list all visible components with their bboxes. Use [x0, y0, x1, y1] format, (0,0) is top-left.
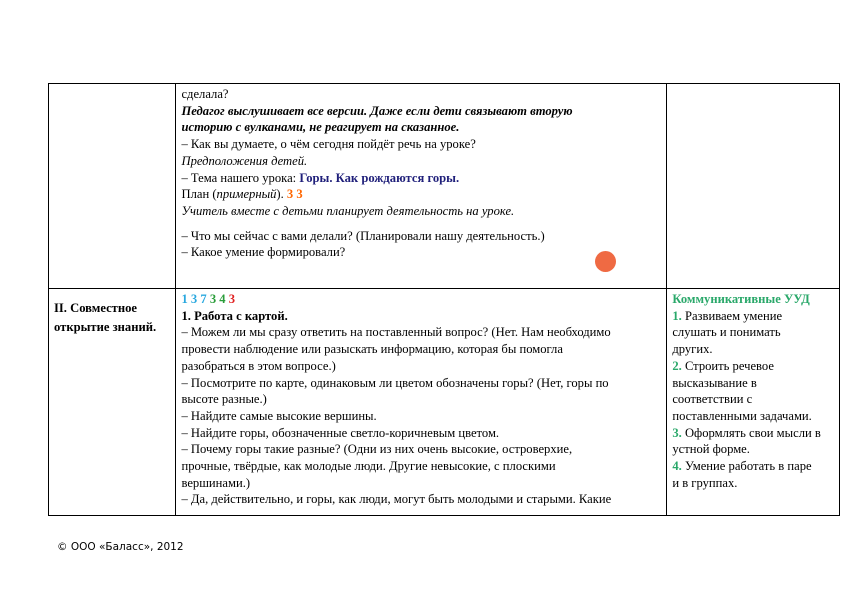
uud-item-line	[672, 475, 835, 492]
uud-item-text: и в группах.	[672, 475, 738, 490]
content-line: – Почему горы такие разные? (Одни из них очень высокие, островерхие,	[181, 442, 573, 457]
content-line: – Как вы думаете, о чём сегодня пойдёт речь на уроке?	[181, 137, 476, 152]
table-row	[49, 84, 840, 289]
uud-item-number: 1.	[672, 308, 682, 323]
spacer	[181, 220, 662, 228]
uud-item-text: соответствии с	[672, 392, 753, 407]
task-title: 1. Работа с картой.	[181, 308, 288, 323]
copyright-footer: © ООО «Баласс», 2012	[57, 541, 184, 553]
content-line: высоте разные.)	[181, 392, 267, 407]
content-lines	[181, 86, 662, 170]
uud-item-text: поставленными задачами.	[672, 408, 812, 423]
plan-word: примерный	[216, 187, 277, 202]
uud-item-number: 2.	[672, 358, 682, 373]
content-line: провести наблюдение или разыскать информацию, которая бы помогла	[181, 342, 563, 357]
number-codes	[181, 291, 662, 308]
uud-cell	[667, 84, 840, 289]
uud-item-text: других.	[672, 342, 713, 357]
uud-item-line	[672, 375, 835, 392]
content-line: – Найдите самые высокие вершины.	[181, 408, 377, 423]
theme-line	[181, 170, 662, 187]
section-title-line: II. Совместное	[54, 301, 138, 315]
plan-suffix: ).	[276, 187, 287, 202]
content-clip	[181, 291, 662, 511]
content-line: вершинами.)	[181, 475, 251, 490]
stage-cell	[49, 289, 176, 516]
theme-prefix: – Тема нашего урока:	[181, 170, 300, 185]
uud-item-text: Оформлять свои мысли в	[684, 425, 821, 440]
uud-item-text: Развиваем умение	[684, 308, 783, 323]
lesson-table	[48, 83, 840, 516]
uud-item-line	[672, 341, 835, 358]
stage-cell	[49, 84, 176, 289]
content-line: – Посмотрите по карте, одинаковым ли цветом обозначены горы? (Нет, горы по	[181, 375, 609, 390]
uud-item-text: слушать и понимать	[672, 325, 781, 340]
content-lines	[181, 324, 662, 508]
uud-item-line	[672, 358, 835, 375]
uud-item-line	[672, 408, 835, 425]
content-line: прочные, твёрдые, как молодые люди. Другие невысокие, с плоскими	[181, 459, 556, 474]
theme-title: Горы. Как рождаются горы.	[299, 170, 460, 185]
uud-cell	[667, 289, 840, 516]
section-title-line: открытие знаний.	[54, 320, 157, 334]
uud-item-number: 4.	[672, 459, 682, 474]
content-line: – Можем ли мы сразу ответить на поставленный вопрос? (Нет. Нам необходимо	[181, 325, 611, 340]
number-code: 3 4	[209, 292, 226, 306]
uud-item-line	[672, 324, 835, 341]
uud-list	[672, 308, 835, 492]
number-code: 1 3 7	[181, 292, 207, 306]
uud-item-text: Умение работать в паре	[684, 459, 812, 474]
content-line: – Да, действительно, и горы, как люди, могут быть молодыми и старыми. Какие	[181, 492, 612, 507]
question-line: – Что мы сейчас с вами делали? (Планировали нашу деятельность.)	[181, 228, 545, 243]
uud-item-line	[672, 441, 835, 458]
teacher-note: Учитель вместе с детьми планирует деятельность на уроке.	[181, 203, 515, 218]
uud-item-text: Строить речевое	[684, 358, 774, 373]
plan-prefix: План (	[181, 187, 217, 202]
question-line: – Какое умение формировали?	[181, 245, 346, 260]
content-cell	[176, 289, 667, 516]
uud-item-number: 3.	[672, 425, 682, 440]
uud-item-line	[672, 308, 835, 325]
content-line: сделала?	[181, 87, 229, 101]
uud-item-text: устной форме.	[672, 442, 750, 457]
plan-numbers: 3 3	[286, 187, 303, 202]
content-line: Предположения детей.	[181, 153, 308, 168]
content-cell	[176, 84, 667, 289]
content-line: – Найдите горы, обозначенные светло-коричневым цветом.	[181, 425, 500, 440]
content-line: историю с вулканами, не реагирует на сказанное.	[181, 120, 460, 135]
uud-item-text: высказывание в	[672, 375, 757, 390]
number-code: 3	[228, 292, 236, 306]
uud-item-line	[672, 425, 835, 442]
uud-item-line	[672, 391, 835, 408]
content-line: разобраться в этом вопросе.)	[181, 358, 336, 373]
uud-item-line	[672, 458, 835, 475]
section-title	[54, 291, 171, 337]
orange-circle-marker	[595, 251, 616, 272]
table-row	[49, 289, 840, 516]
plan-line	[181, 186, 662, 203]
content-line: Педагог выслушивает все версии. Даже если дети связывают вторую	[181, 103, 573, 118]
uud-title: Коммуникативные УУД	[672, 292, 810, 306]
